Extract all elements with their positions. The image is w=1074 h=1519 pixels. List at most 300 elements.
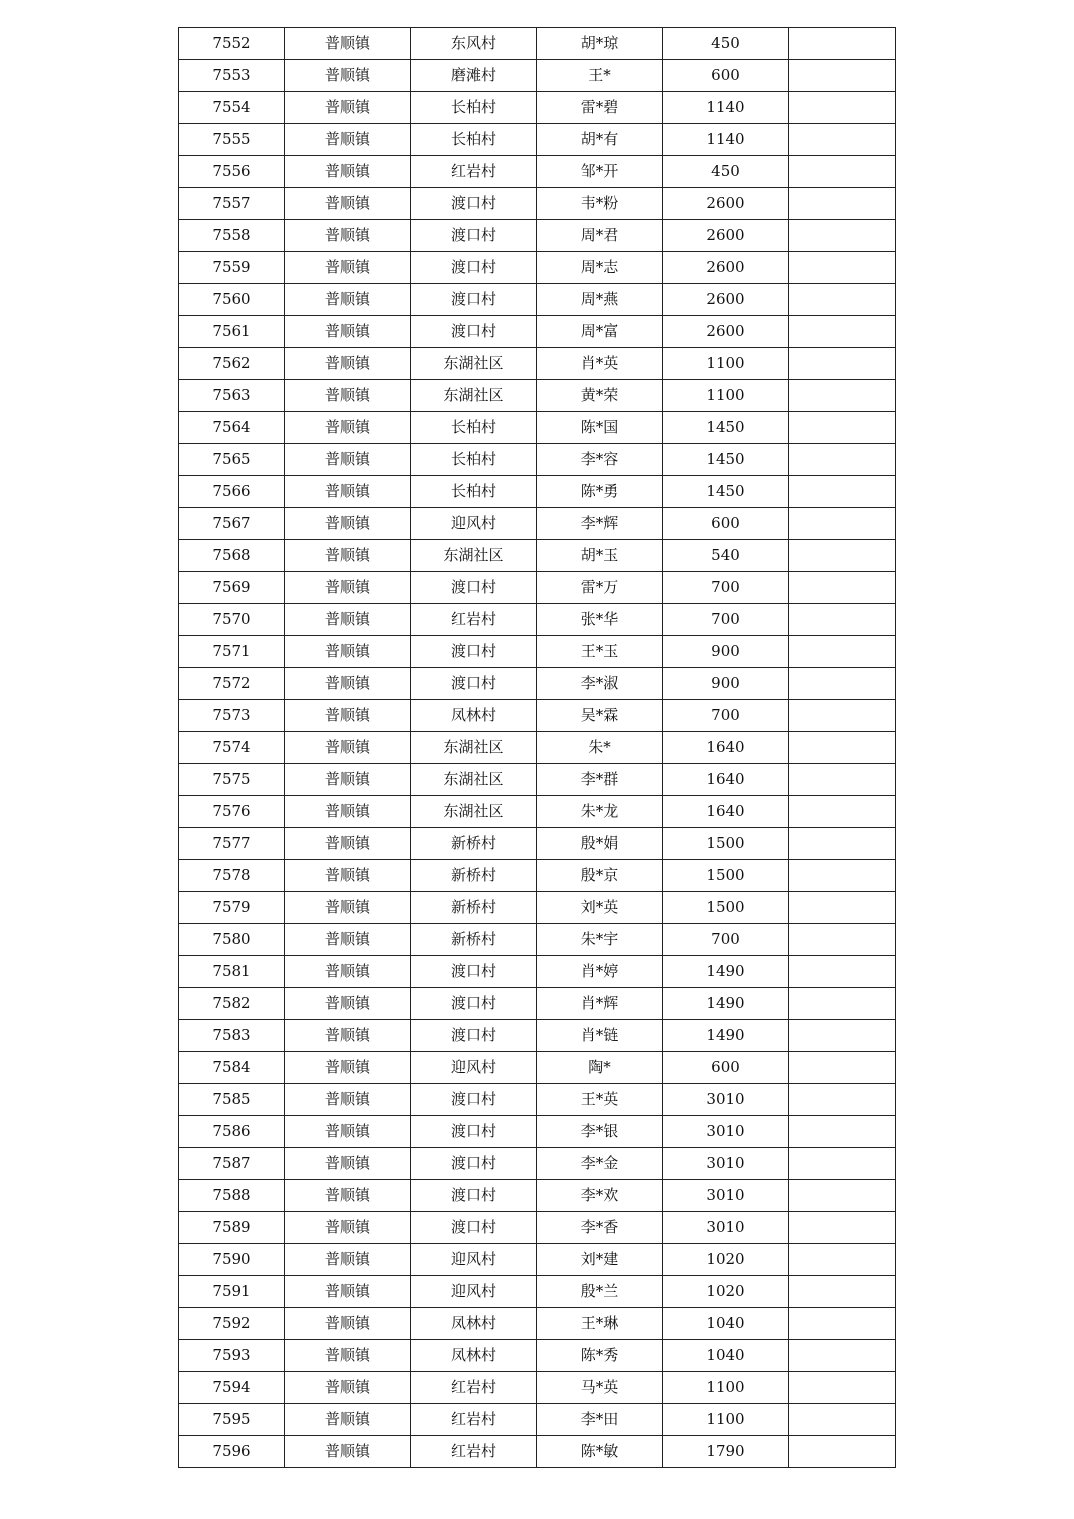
cell-town: 普顺镇 <box>285 1020 411 1052</box>
cell-town: 普顺镇 <box>285 636 411 668</box>
table-row <box>179 1020 896 1052</box>
cell-village: 渡口村 <box>411 988 537 1020</box>
table-row <box>179 252 896 284</box>
cell-index: 7582 <box>179 988 285 1020</box>
cell-town: 普顺镇 <box>285 604 411 636</box>
cell-amount: 540 <box>663 540 789 572</box>
cell-amount: 700 <box>663 924 789 956</box>
cell-name: 陈*秀 <box>537 1340 663 1372</box>
cell-amount: 900 <box>663 636 789 668</box>
cell-village: 凤林村 <box>411 700 537 732</box>
cell-name: 陈*勇 <box>537 476 663 508</box>
cell-town: 普顺镇 <box>285 956 411 988</box>
cell-name: 胡*玉 <box>537 540 663 572</box>
cell-name: 李*欢 <box>537 1180 663 1212</box>
cell-town: 普顺镇 <box>285 92 411 124</box>
cell-remark <box>789 956 896 988</box>
cell-index: 7553 <box>179 60 285 92</box>
cell-name: 周*富 <box>537 316 663 348</box>
cell-town: 普顺镇 <box>285 28 411 60</box>
cell-amount: 3010 <box>663 1116 789 1148</box>
cell-village: 东湖社区 <box>411 796 537 828</box>
cell-village: 迎风村 <box>411 1276 537 1308</box>
cell-amount: 1490 <box>663 956 789 988</box>
cell-amount: 2600 <box>663 220 789 252</box>
table-row <box>179 828 896 860</box>
cell-index: 7566 <box>179 476 285 508</box>
table-row <box>179 92 896 124</box>
cell-name: 肖*辉 <box>537 988 663 1020</box>
cell-remark <box>789 60 896 92</box>
table-row <box>179 1276 896 1308</box>
cell-remark <box>789 1276 896 1308</box>
cell-index: 7564 <box>179 412 285 444</box>
cell-name: 周*志 <box>537 252 663 284</box>
cell-amount: 2600 <box>663 316 789 348</box>
cell-village: 长柏村 <box>411 412 537 444</box>
cell-town: 普顺镇 <box>285 444 411 476</box>
cell-town: 普顺镇 <box>285 540 411 572</box>
cell-village: 长柏村 <box>411 92 537 124</box>
cell-index: 7588 <box>179 1180 285 1212</box>
cell-town: 普顺镇 <box>285 1052 411 1084</box>
cell-amount: 1490 <box>663 1020 789 1052</box>
cell-index: 7583 <box>179 1020 285 1052</box>
cell-index: 7596 <box>179 1436 285 1468</box>
cell-village: 东湖社区 <box>411 764 537 796</box>
cell-index: 7554 <box>179 92 285 124</box>
cell-index: 7593 <box>179 1340 285 1372</box>
cell-name: 朱*龙 <box>537 796 663 828</box>
cell-village: 东湖社区 <box>411 732 537 764</box>
cell-remark <box>789 348 896 380</box>
cell-town: 普顺镇 <box>285 732 411 764</box>
cell-name: 王*琳 <box>537 1308 663 1340</box>
cell-index: 7584 <box>179 1052 285 1084</box>
cell-amount: 1790 <box>663 1436 789 1468</box>
cell-amount: 600 <box>663 508 789 540</box>
cell-remark <box>789 636 896 668</box>
table-row <box>179 1084 896 1116</box>
cell-amount: 3010 <box>663 1084 789 1116</box>
cell-town: 普顺镇 <box>285 796 411 828</box>
cell-name: 肖*婷 <box>537 956 663 988</box>
cell-name: 殷*兰 <box>537 1276 663 1308</box>
cell-name: 李*辉 <box>537 508 663 540</box>
cell-town: 普顺镇 <box>285 284 411 316</box>
cell-amount: 1020 <box>663 1244 789 1276</box>
cell-town: 普顺镇 <box>285 188 411 220</box>
cell-village: 长柏村 <box>411 476 537 508</box>
table-row <box>179 1436 896 1468</box>
cell-index: 7591 <box>179 1276 285 1308</box>
cell-town: 普顺镇 <box>285 1084 411 1116</box>
cell-town: 普顺镇 <box>285 892 411 924</box>
cell-village: 东湖社区 <box>411 380 537 412</box>
cell-name: 陶* <box>537 1052 663 1084</box>
cell-name: 殷*京 <box>537 860 663 892</box>
cell-town: 普顺镇 <box>285 572 411 604</box>
document-page <box>178 27 895 1468</box>
cell-name: 肖*英 <box>537 348 663 380</box>
cell-remark <box>789 1084 896 1116</box>
cell-name: 李*银 <box>537 1116 663 1148</box>
cell-name: 李*容 <box>537 444 663 476</box>
cell-town: 普顺镇 <box>285 60 411 92</box>
cell-town: 普顺镇 <box>285 124 411 156</box>
cell-town: 普顺镇 <box>285 860 411 892</box>
cell-remark <box>789 1404 896 1436</box>
table-row <box>179 60 896 92</box>
cell-village: 新桥村 <box>411 828 537 860</box>
cell-amount: 1450 <box>663 444 789 476</box>
table-row <box>179 1244 896 1276</box>
cell-town: 普顺镇 <box>285 668 411 700</box>
table-row <box>179 732 896 764</box>
cell-village: 渡口村 <box>411 1020 537 1052</box>
cell-village: 东风村 <box>411 28 537 60</box>
table-row <box>179 988 896 1020</box>
table-row <box>179 124 896 156</box>
cell-remark <box>789 860 896 892</box>
cell-remark <box>789 380 896 412</box>
cell-amount: 1640 <box>663 764 789 796</box>
cell-town: 普顺镇 <box>285 380 411 412</box>
cell-index: 7577 <box>179 828 285 860</box>
cell-name: 周*君 <box>537 220 663 252</box>
cell-index: 7573 <box>179 700 285 732</box>
cell-village: 渡口村 <box>411 636 537 668</box>
cell-amount: 700 <box>663 604 789 636</box>
cell-amount: 1040 <box>663 1340 789 1372</box>
cell-name: 李*田 <box>537 1404 663 1436</box>
table-row <box>179 1180 896 1212</box>
cell-remark <box>789 828 896 860</box>
cell-amount: 1500 <box>663 828 789 860</box>
cell-index: 7589 <box>179 1212 285 1244</box>
cell-town: 普顺镇 <box>285 1116 411 1148</box>
cell-town: 普顺镇 <box>285 1180 411 1212</box>
cell-village: 红岩村 <box>411 604 537 636</box>
table-row <box>179 188 896 220</box>
table-row <box>179 412 896 444</box>
cell-index: 7558 <box>179 220 285 252</box>
cell-remark <box>789 764 896 796</box>
cell-town: 普顺镇 <box>285 1212 411 1244</box>
cell-village: 渡口村 <box>411 1084 537 1116</box>
cell-name: 王*英 <box>537 1084 663 1116</box>
cell-amount: 700 <box>663 572 789 604</box>
cell-name: 李*淑 <box>537 668 663 700</box>
cell-village: 红岩村 <box>411 156 537 188</box>
cell-amount: 1140 <box>663 124 789 156</box>
cell-name: 王*玉 <box>537 636 663 668</box>
cell-index: 7580 <box>179 924 285 956</box>
cell-village: 凤林村 <box>411 1340 537 1372</box>
cell-index: 7575 <box>179 764 285 796</box>
table-row <box>179 892 896 924</box>
cell-index: 7561 <box>179 316 285 348</box>
cell-amount: 450 <box>663 28 789 60</box>
cell-amount: 1100 <box>663 1372 789 1404</box>
table-row <box>179 1340 896 1372</box>
cell-town: 普顺镇 <box>285 1276 411 1308</box>
cell-amount: 1640 <box>663 796 789 828</box>
cell-remark <box>789 1436 896 1468</box>
cell-name: 黄*荣 <box>537 380 663 412</box>
cell-index: 7570 <box>179 604 285 636</box>
cell-index: 7572 <box>179 668 285 700</box>
cell-amount: 1040 <box>663 1308 789 1340</box>
cell-town: 普顺镇 <box>285 316 411 348</box>
table-row <box>179 700 896 732</box>
cell-village: 长柏村 <box>411 444 537 476</box>
cell-village: 长柏村 <box>411 124 537 156</box>
cell-town: 普顺镇 <box>285 828 411 860</box>
data-table <box>178 27 896 1468</box>
cell-amount: 600 <box>663 60 789 92</box>
cell-village: 迎风村 <box>411 1244 537 1276</box>
cell-remark <box>789 220 896 252</box>
cell-village: 渡口村 <box>411 1180 537 1212</box>
cell-name: 刘*英 <box>537 892 663 924</box>
cell-amount: 1140 <box>663 92 789 124</box>
cell-remark <box>789 92 896 124</box>
cell-village: 新桥村 <box>411 924 537 956</box>
cell-town: 普顺镇 <box>285 988 411 1020</box>
table-row <box>179 604 896 636</box>
cell-town: 普顺镇 <box>285 1244 411 1276</box>
cell-remark <box>789 700 896 732</box>
table-row <box>179 28 896 60</box>
cell-remark <box>789 1148 896 1180</box>
cell-name: 雷*万 <box>537 572 663 604</box>
table-row <box>179 380 896 412</box>
cell-index: 7592 <box>179 1308 285 1340</box>
cell-index: 7556 <box>179 156 285 188</box>
cell-amount: 3010 <box>663 1180 789 1212</box>
cell-index: 7578 <box>179 860 285 892</box>
cell-amount: 3010 <box>663 1148 789 1180</box>
cell-index: 7562 <box>179 348 285 380</box>
cell-village: 红岩村 <box>411 1404 537 1436</box>
cell-village: 渡口村 <box>411 252 537 284</box>
cell-index: 7587 <box>179 1148 285 1180</box>
table-row <box>179 156 896 188</box>
cell-amount: 1100 <box>663 1404 789 1436</box>
table-row <box>179 1052 896 1084</box>
cell-name: 韦*粉 <box>537 188 663 220</box>
table-row <box>179 444 896 476</box>
table-row <box>179 476 896 508</box>
cell-amount: 450 <box>663 156 789 188</box>
cell-town: 普顺镇 <box>285 1372 411 1404</box>
cell-remark <box>789 124 896 156</box>
cell-remark <box>789 1052 896 1084</box>
cell-village: 渡口村 <box>411 1116 537 1148</box>
cell-remark <box>789 892 896 924</box>
cell-index: 7581 <box>179 956 285 988</box>
cell-amount: 1490 <box>663 988 789 1020</box>
cell-village: 红岩村 <box>411 1372 537 1404</box>
cell-amount: 2600 <box>663 252 789 284</box>
cell-remark <box>789 988 896 1020</box>
cell-index: 7567 <box>179 508 285 540</box>
cell-town: 普顺镇 <box>285 1404 411 1436</box>
table-body <box>179 28 896 1468</box>
cell-index: 7594 <box>179 1372 285 1404</box>
cell-name: 胡*有 <box>537 124 663 156</box>
cell-name: 胡*琼 <box>537 28 663 60</box>
cell-name: 肖*链 <box>537 1020 663 1052</box>
cell-town: 普顺镇 <box>285 764 411 796</box>
table-row <box>179 860 896 892</box>
cell-town: 普顺镇 <box>285 508 411 540</box>
cell-amount: 1450 <box>663 412 789 444</box>
cell-index: 7552 <box>179 28 285 60</box>
table-row <box>179 668 896 700</box>
table-row <box>179 508 896 540</box>
cell-remark <box>789 1372 896 1404</box>
cell-village: 渡口村 <box>411 188 537 220</box>
table-row <box>179 796 896 828</box>
cell-remark <box>789 604 896 636</box>
cell-index: 7579 <box>179 892 285 924</box>
cell-index: 7590 <box>179 1244 285 1276</box>
table-row <box>179 764 896 796</box>
cell-village: 东湖社区 <box>411 348 537 380</box>
cell-remark <box>789 28 896 60</box>
cell-remark <box>789 1340 896 1372</box>
table-row <box>179 540 896 572</box>
table-row <box>179 924 896 956</box>
cell-name: 陈*国 <box>537 412 663 444</box>
cell-village: 渡口村 <box>411 284 537 316</box>
cell-town: 普顺镇 <box>285 1340 411 1372</box>
cell-remark <box>789 316 896 348</box>
cell-town: 普顺镇 <box>285 412 411 444</box>
table-row <box>179 636 896 668</box>
cell-index: 7555 <box>179 124 285 156</box>
cell-index: 7595 <box>179 1404 285 1436</box>
cell-index: 7565 <box>179 444 285 476</box>
table-row <box>179 1148 896 1180</box>
cell-town: 普顺镇 <box>285 220 411 252</box>
table-row <box>179 316 896 348</box>
cell-index: 7585 <box>179 1084 285 1116</box>
cell-town: 普顺镇 <box>285 1148 411 1180</box>
cell-remark <box>789 924 896 956</box>
cell-name: 殷*娟 <box>537 828 663 860</box>
cell-name: 张*华 <box>537 604 663 636</box>
cell-amount: 1020 <box>663 1276 789 1308</box>
cell-village: 渡口村 <box>411 572 537 604</box>
cell-amount: 1100 <box>663 348 789 380</box>
cell-village: 东湖社区 <box>411 540 537 572</box>
table-row <box>179 1308 896 1340</box>
cell-remark <box>789 1244 896 1276</box>
cell-remark <box>789 252 896 284</box>
cell-name: 李*香 <box>537 1212 663 1244</box>
cell-name: 李*群 <box>537 764 663 796</box>
cell-town: 普顺镇 <box>285 476 411 508</box>
cell-town: 普顺镇 <box>285 156 411 188</box>
cell-town: 普顺镇 <box>285 1436 411 1468</box>
cell-town: 普顺镇 <box>285 924 411 956</box>
cell-village: 新桥村 <box>411 892 537 924</box>
cell-village: 渡口村 <box>411 1148 537 1180</box>
cell-remark <box>789 1020 896 1052</box>
cell-name: 朱* <box>537 732 663 764</box>
cell-remark <box>789 1116 896 1148</box>
cell-town: 普顺镇 <box>285 700 411 732</box>
cell-remark <box>789 668 896 700</box>
cell-amount: 3010 <box>663 1212 789 1244</box>
table-row <box>179 284 896 316</box>
cell-remark <box>789 572 896 604</box>
cell-remark <box>789 1180 896 1212</box>
cell-name: 邹*开 <box>537 156 663 188</box>
table-row <box>179 220 896 252</box>
cell-index: 7559 <box>179 252 285 284</box>
cell-village: 渡口村 <box>411 668 537 700</box>
cell-village: 渡口村 <box>411 956 537 988</box>
cell-index: 7563 <box>179 380 285 412</box>
cell-name: 陈*敏 <box>537 1436 663 1468</box>
cell-remark <box>789 796 896 828</box>
cell-index: 7557 <box>179 188 285 220</box>
cell-remark <box>789 444 896 476</box>
cell-village: 新桥村 <box>411 860 537 892</box>
cell-index: 7569 <box>179 572 285 604</box>
cell-amount: 600 <box>663 1052 789 1084</box>
cell-name: 周*燕 <box>537 284 663 316</box>
cell-village: 渡口村 <box>411 1212 537 1244</box>
cell-amount: 1500 <box>663 892 789 924</box>
cell-remark <box>789 732 896 764</box>
table-row <box>179 1212 896 1244</box>
cell-village: 凤林村 <box>411 1308 537 1340</box>
cell-index: 7560 <box>179 284 285 316</box>
table-row <box>179 1116 896 1148</box>
table-row <box>179 1372 896 1404</box>
cell-village: 渡口村 <box>411 220 537 252</box>
cell-amount: 700 <box>663 700 789 732</box>
cell-amount: 2600 <box>663 284 789 316</box>
cell-remark <box>789 1212 896 1244</box>
cell-index: 7568 <box>179 540 285 572</box>
cell-amount: 2600 <box>663 188 789 220</box>
cell-remark <box>789 188 896 220</box>
cell-remark <box>789 508 896 540</box>
cell-village: 磨滩村 <box>411 60 537 92</box>
cell-remark <box>789 540 896 572</box>
cell-remark <box>789 156 896 188</box>
cell-index: 7574 <box>179 732 285 764</box>
cell-name: 李*金 <box>537 1148 663 1180</box>
table-row <box>179 348 896 380</box>
cell-amount: 900 <box>663 668 789 700</box>
cell-village: 红岩村 <box>411 1436 537 1468</box>
cell-remark <box>789 284 896 316</box>
cell-index: 7576 <box>179 796 285 828</box>
table-row <box>179 1404 896 1436</box>
cell-index: 7571 <box>179 636 285 668</box>
cell-amount: 1450 <box>663 476 789 508</box>
cell-name: 刘*建 <box>537 1244 663 1276</box>
cell-remark <box>789 476 896 508</box>
cell-village: 渡口村 <box>411 316 537 348</box>
